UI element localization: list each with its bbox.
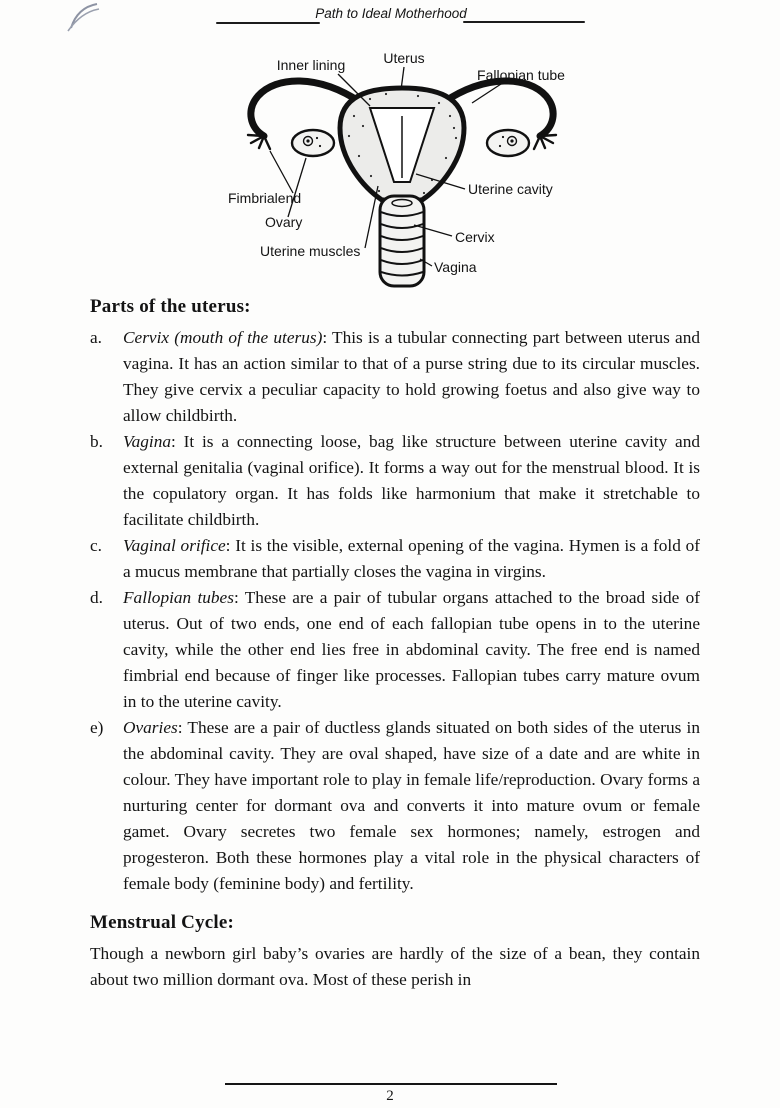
- definition-fallopian-tubes: : These are a pair of tubular organs attached to the broad side of uterus. Out of two ends, one end of each fallopian tube opens in to the uterine cavity, while the other end lies free in abdominal cavity. The free end is named fimbrial end because of finger like processes. Fallopian tubes carry mature ovum in to the uterine cavity.: [123, 588, 700, 711]
- term-vaginal-orifice: Vaginal orifice: [123, 536, 226, 555]
- list-item-fallopian-tubes: [90, 585, 700, 715]
- list-marker: b.: [90, 432, 103, 451]
- term-fallopian-tubes: Fallopian tubes: [123, 588, 234, 607]
- list-item-text: [123, 715, 700, 897]
- list-item-ovaries: [90, 715, 700, 897]
- label-uterine-muscles: Uterine muscles: [260, 243, 361, 259]
- header-rule-left: [216, 22, 320, 24]
- label-uterine-cavity: Uterine cavity: [468, 181, 553, 197]
- list-item-text: [123, 533, 700, 585]
- ovary-left-shape: [292, 130, 334, 156]
- definition-cervix: : This is a tubular connecting part between uterus and vagina. It has an action similar to that of a purse string due to its circular muscles. They give cervix a peculiar capacity to hold growing foetus and also give way to allow childbirth.: [123, 328, 700, 425]
- list-item-vagina: [90, 429, 700, 533]
- definition-vagina: : It is a connecting loose, bag like structure between uterine cavity and external genitalia (vaginal orifice). It forms a way out for the menstrual blood. It is the copulatory organ. It has folds like harmonium that make it stretchable to facilitate childbirth.: [123, 432, 700, 529]
- definition-ovaries: : These are a pair of ductless glands situated on both sides of the uterus in the abdominal cavity. They are oval shaped, have size of a date and are white in colour. They have important role to play in female life/reproduction. Ovary forms a nurturing center for dormant ova and converts it into mature ovum or female gamet. Ovary secretes two female sex hormones; namely, estrogen and progesteron. Both these hormones play a vital role in the physical characters of female body (feminine body) and fertility.: [123, 718, 700, 893]
- header-rule-right: [463, 21, 585, 23]
- list-item-vaginal-orifice: [90, 533, 700, 585]
- list-marker: a.: [90, 328, 102, 347]
- list-item-text: [123, 585, 700, 715]
- list-marker: c.: [90, 536, 102, 555]
- pen-mark-icon: [66, 2, 102, 32]
- label-inner-lining: Inner lining: [276, 57, 346, 73]
- page-number: 2: [386, 1088, 394, 1104]
- list-item-cervix: [90, 325, 700, 429]
- section-heading-menstrual-cycle: Menstrual Cycle:: [90, 912, 235, 933]
- list-item-text: [123, 429, 700, 533]
- header-title: Path to Ideal Motherhood: [315, 6, 467, 21]
- label-vagina: Vagina: [434, 259, 477, 275]
- list-item-text: [123, 325, 700, 429]
- term-vagina: Vagina: [123, 432, 172, 451]
- term-cervix: Cervix (mouth of the uterus): [123, 328, 323, 347]
- label-fallopian-tube: Fallopian tube: [477, 67, 565, 83]
- label-ovary: Ovary: [265, 214, 303, 230]
- section-heading-parts-of-uterus: Parts of the uterus:: [90, 296, 251, 317]
- term-ovaries: Ovaries: [123, 718, 178, 737]
- uterus-illustration: [218, 46, 583, 294]
- list-marker: e): [90, 718, 104, 737]
- label-cervix: Cervix: [455, 229, 495, 245]
- definition-vaginal-orifice: : It is the visible, external opening of the vagina. Hymen is a fold of a mucus membrane that partially closes the vagina in virgins.: [123, 536, 700, 581]
- footer-rule: [225, 1083, 557, 1085]
- page-body: [90, 296, 700, 993]
- menstrual-cycle-paragraph: Though a newborn girl baby’s ovaries are hardly of the size of a bean, they contain about two million dormant ova. Most of these perish in: [90, 944, 700, 989]
- label-uterus: Uterus: [383, 50, 425, 66]
- list-marker: d.: [90, 588, 103, 607]
- label-fimbrialend: Fimbrialend: [228, 190, 302, 206]
- uterus-diagram: [218, 46, 583, 294]
